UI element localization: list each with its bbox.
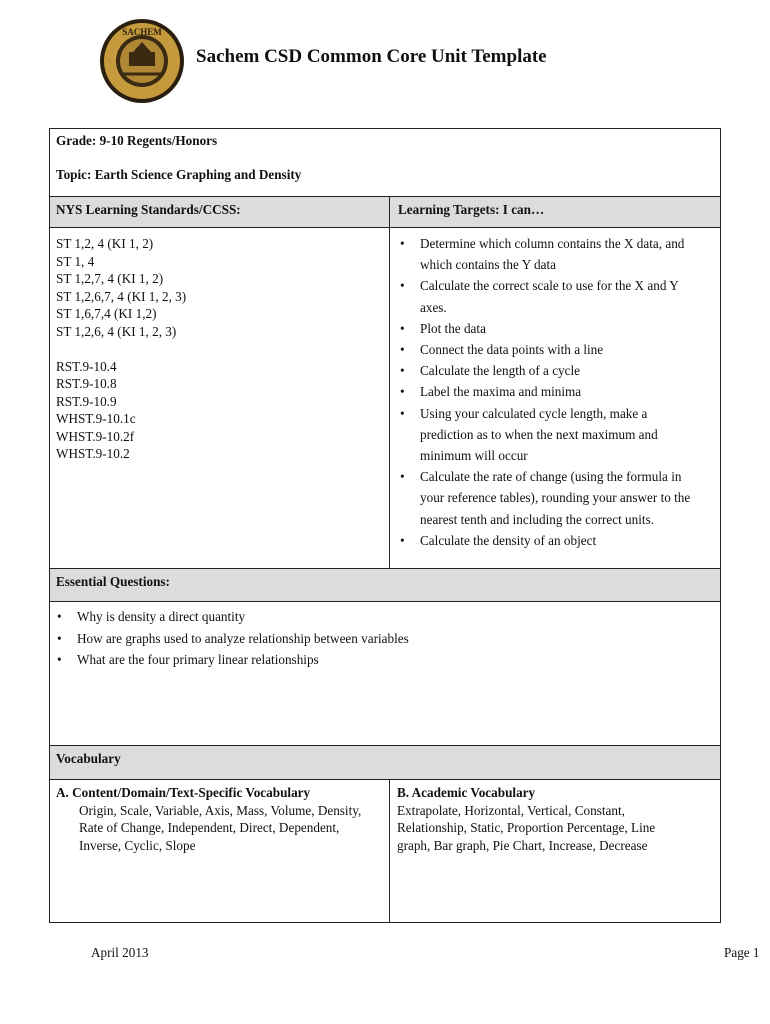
vocabulary-row [50, 779, 720, 922]
target-item: • Calculate the correct scale to use for the X and Y axes. [390, 275, 696, 317]
targets-list [390, 228, 720, 568]
question-item: • Why is density a direct quantity [47, 606, 714, 628]
question-item: • How are graphs used to analyze relationship between variables [47, 628, 714, 650]
standard-item: ST 1,2,6,7, 4 (KI 1, 2, 3) [56, 288, 187, 304]
academic-vocabulary [390, 780, 720, 922]
footer-page-number: Page 1 [724, 945, 760, 960]
content-vocabulary-text: Origin, Scale, Variable, Axis, Mass, Volume, Density, Rate of Change, Independent, Direct, Dependent, Inverse, Cyclic, Slope [79, 802, 362, 853]
standard-item: ST 1,2, 4 (KI 1, 2) [56, 236, 154, 251]
standard-item: WHST.9-10.2 [56, 446, 130, 461]
content-vocabulary-heading: A. Content/Domain/Text-Specific Vocabulary [56, 785, 311, 800]
standard-item: ST 1, 4 [56, 253, 95, 269]
target-item: • Calculate the length of a cycle [390, 360, 696, 381]
topic-label: Topic: Earth Science Graphing and Density [56, 166, 302, 182]
question-item: • What are the four primary linear relationships [47, 649, 714, 671]
page-title: Sachem CSD Common Core Unit Template [196, 46, 547, 67]
essential-questions-heading: Essential Questions: [50, 568, 720, 601]
target-item: • Using your calculated cycle length, make a prediction as to when the next maximum and minimum will occur [390, 403, 696, 467]
target-item: • Calculate the density of an object [390, 530, 696, 551]
standard-item: ST 1,2,7, 4 (KI 1, 2) [56, 271, 164, 286]
district-seal-logo [99, 18, 185, 104]
target-item: • Determine which column contains the X data, and which contains the Y data [390, 233, 696, 275]
content-vocabulary [50, 780, 390, 922]
grade-label: Grade: 9-10 Regents/Honors [56, 133, 218, 148]
standard-item: WHST.9-10.1c [56, 411, 136, 426]
standard-item: RST.9-10.9 [56, 393, 117, 409]
unit-template-table [49, 128, 721, 923]
standards-list [50, 228, 390, 568]
target-item: • Calculate the rate of change (using the formula in your reference tables), rounding your answer to the nearest tenth and including the correct units. [390, 466, 696, 530]
standards-heading: NYS Learning Standards/CCSS: [50, 197, 390, 227]
standards-header-row [50, 196, 720, 227]
target-item: • Connect the data points with a line [390, 339, 696, 360]
targets-heading: Learning Targets: I can… [398, 202, 545, 217]
academic-vocabulary-heading: B. Academic Vocabulary [397, 785, 536, 800]
standard-item: ST 1,6,7,4 (KI 1,2) [56, 306, 157, 321]
standards-targets-row [50, 227, 720, 568]
target-item: • Plot the data [390, 318, 696, 339]
standard-item: RST.9-10.8 [56, 376, 117, 391]
essential-questions-list [50, 601, 720, 745]
seal-text: SACHEM [122, 27, 162, 37]
grade-topic-row [50, 129, 720, 196]
standard-item: ST 1,2,6, 4 (KI 1, 2, 3) [56, 323, 177, 339]
standard-item: RST.9-10.4 [56, 358, 117, 374]
footer-date: April 2013 [91, 945, 149, 960]
target-item: • Label the maxima and minima [390, 381, 696, 402]
vocabulary-heading: Vocabulary [50, 745, 720, 779]
standard-item: WHST.9-10.2f [56, 428, 135, 444]
academic-vocabulary-text: Extrapolate, Horizontal, Vertical, Constant, Relationship, Static, Proportion Percentage, Line graph, Bar graph, Pie Chart, Increase, Decrease [397, 802, 656, 853]
